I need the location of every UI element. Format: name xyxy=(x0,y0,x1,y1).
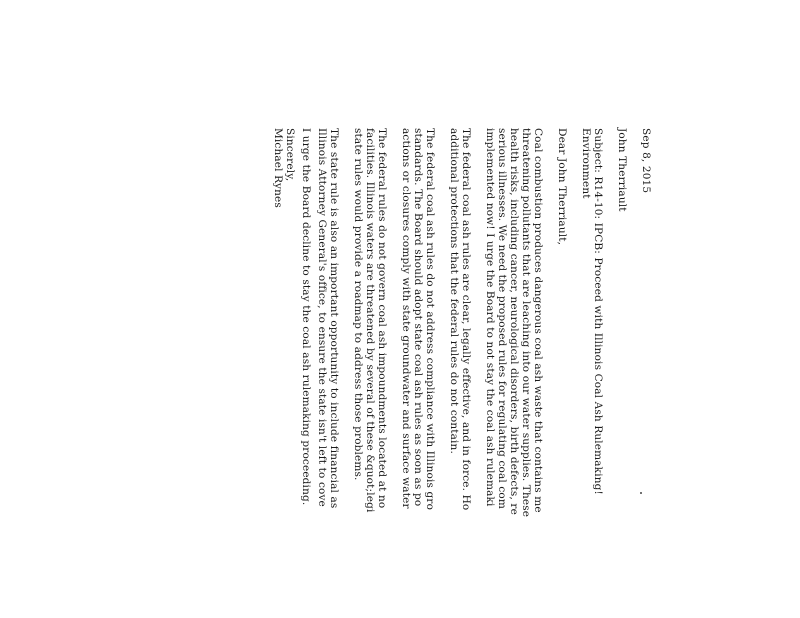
paragraph-6: I urge the Board decline to stay the coal ash rulemaking proceeding. xyxy=(300,128,312,506)
salutation: Dear John Therriault, xyxy=(556,128,568,246)
paragraph-2-line: additional protections that the federal rules do not contain. xyxy=(448,128,460,454)
subject-line-2: Environment xyxy=(580,128,592,199)
paragraph-3-line: standards. The Board should adopt state coal ash rules as soon as po xyxy=(412,128,424,507)
paragraph-1-line: Coal combustion produces dangerous coal ash waste that contains me xyxy=(532,128,544,513)
signature-name: Michael Rynes xyxy=(272,128,284,208)
paragraph-3-line: The federal coal ash rules do not address compliance with Illinois gro xyxy=(424,128,436,511)
paragraph-5-line: Illinois Attorney General's office, to ensure the state isn't left to cove xyxy=(316,128,328,507)
paragraph-1-line: threatening pollutants that are leaching into our water supplies. These xyxy=(520,128,532,518)
paragraph-1-line: health risks, including cancer, neurological disorders, birth defects, re xyxy=(508,128,520,515)
paragraph-5-line: The state rule is also an important opportunity to include financial as xyxy=(328,128,340,509)
paragraph-4-line: facilities. Illinois waters are threatened by several of these &quot;legi xyxy=(364,128,376,513)
paragraph-3-line: actions or closures comply with state groundwater and surface water xyxy=(400,128,412,509)
letter-date: Sep 8, 2015 xyxy=(640,128,652,194)
subject-line-1: Subject: R14-10: IPCB: Proceed with Illinois Coal Ash Rulemaking! xyxy=(592,128,604,495)
paragraph-1-line: serious illnesses. We need the proposed rules for regulating coal com xyxy=(496,128,508,509)
paragraph-2-line: The federal coal ash rules are clear, legally effective, and in force. Ho xyxy=(460,128,472,511)
paragraph-4-line: The federal rules do not govern coal ash impoundments located at no xyxy=(376,128,388,509)
closing: Sincerely, xyxy=(284,128,296,182)
letter-recipient: John Therriault xyxy=(616,128,628,212)
rotated-letter-body xyxy=(272,128,652,618)
paragraph-4-line: state rules would provide a roadmap to address those problems. xyxy=(352,128,364,481)
paragraph-1-line: implemented now! I urge the Board to not stay the coal ash rulemaki xyxy=(484,128,496,507)
